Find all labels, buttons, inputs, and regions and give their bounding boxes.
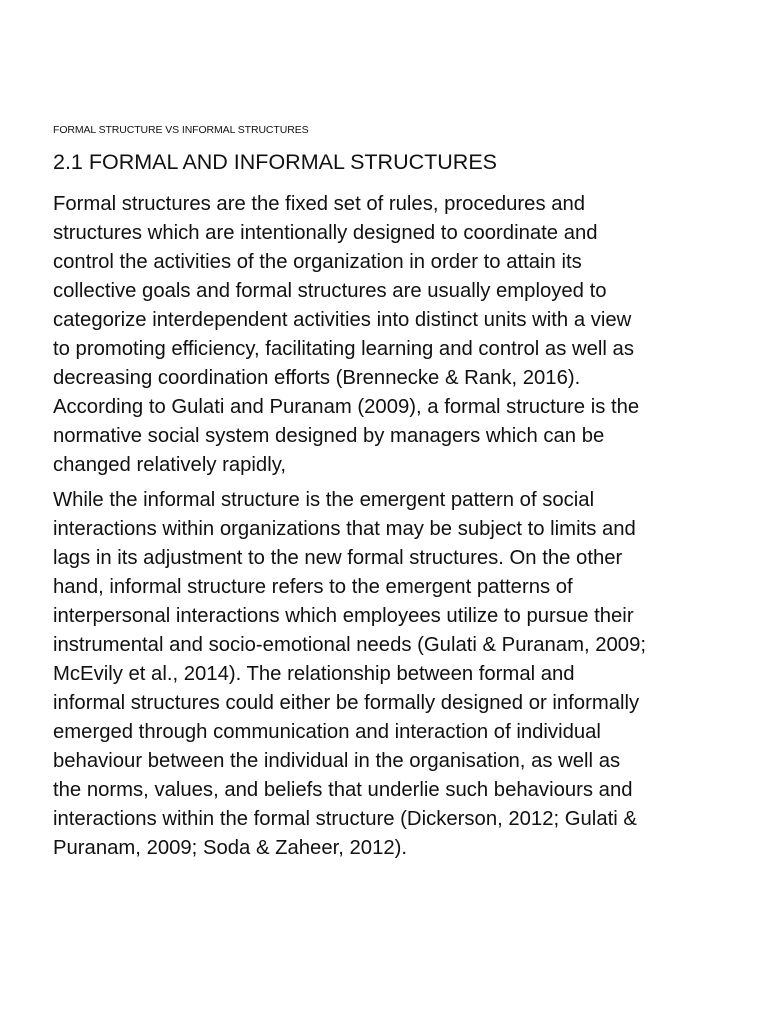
text-line: lags in its adjustment to the new formal structures. On the other (53, 547, 623, 569)
text-line: According to Gulati and Puranam (2009), a formal structure is the (53, 396, 640, 418)
text-line: informal structures could either be formally designed or informally (53, 692, 640, 714)
paragraph-formal-structures (53, 190, 743, 480)
text-line: changed relatively rapidly, (53, 454, 286, 476)
text-line: While the informal structure is the emergent pattern of social (53, 489, 595, 511)
text-line: normative social system designed by managers which can be (53, 425, 605, 447)
text-line: structures which are intentionally designed to coordinate and (53, 222, 598, 244)
text-line: emerged through communication and interaction of individual (53, 721, 601, 743)
text-line: categorize interdependent activities into distinct units with a view (53, 309, 632, 331)
section-heading: 2.1 FORMAL AND INFORMAL STRUCTURES (53, 150, 497, 174)
text-line: control the activities of the organization in order to attain its (53, 251, 582, 273)
text-line: the norms, values, and beliefs that underlie such behaviours and (53, 779, 633, 801)
text-line: interactions within organizations that may be subject to limits and (53, 518, 636, 540)
text-line: to promoting efficiency, facilitating learning and control as well as (53, 338, 634, 360)
text-line: behaviour between the individual in the organisation, as well as (53, 750, 621, 772)
text-line: collective goals and formal structures are usually employed to (53, 280, 607, 302)
text-line: Puranam, 2009; Soda & Zaheer, 2012). (53, 837, 408, 859)
text-line: interpersonal interactions which employees utilize to pursue their (53, 605, 634, 627)
document-header: FORMAL STRUCTURE VS INFORMAL STRUCTURES (53, 124, 309, 136)
text-line: hand, informal structure refers to the emergent patterns of (53, 576, 573, 598)
text-line: decreasing coordination efforts (Brennecke & Rank, 2016). (53, 367, 581, 389)
text-line: interactions within the formal structure (Dickerson, 2012; Gulati & (53, 808, 637, 830)
paragraph-informal-structures (53, 486, 743, 863)
text-line: instrumental and socio-emotional needs (Gulati & Puranam, 2009; (53, 634, 646, 656)
text-line: McEvily et al., 2014). The relationship between formal and (53, 663, 575, 685)
text-line: Formal structures are the fixed set of rules, procedures and (53, 193, 586, 215)
